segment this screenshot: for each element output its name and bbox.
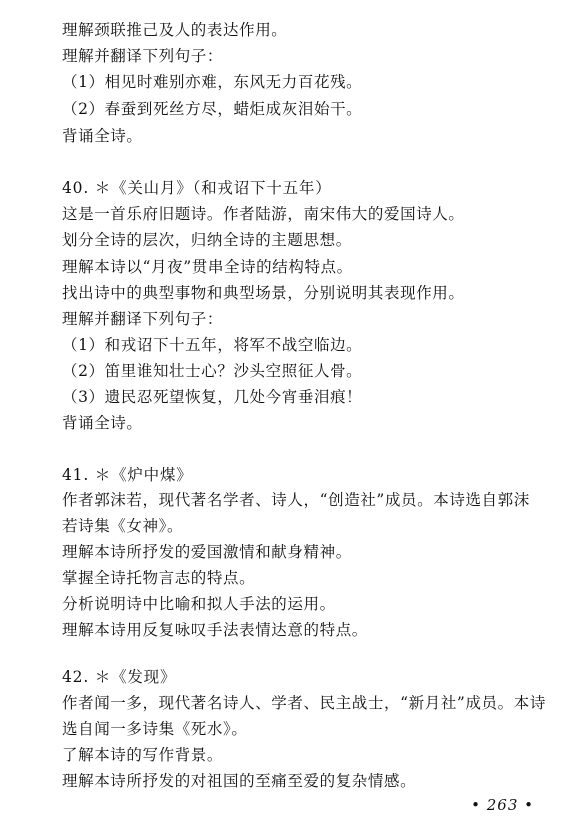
- text-line: 理解颈联推己及人的表达作用。: [62, 21, 288, 39]
- section-heading: 41. ＊《炉中煤》: [62, 466, 193, 484]
- section-heading: 42. ＊《发现》: [62, 668, 177, 686]
- text-line: 选自闻一多诗集《死水》。: [62, 720, 248, 738]
- text-line: 掌握全诗托物言志的特点。: [62, 569, 256, 587]
- text-line: （2）笛里谁知壮士心？沙头空照征人骨。: [62, 362, 363, 380]
- text-line: 找出诗中的典型事物和典型场景，分别说明其表现作用。: [62, 284, 465, 302]
- text-line: （1）相见时难别亦难，东风无力百花残。: [62, 73, 363, 91]
- section-heading: 40. ＊《关山月》（和戎诏下十五年）: [62, 179, 332, 197]
- text-line: 背诵全诗。: [62, 127, 143, 145]
- page-number: • 263 •: [471, 796, 534, 814]
- text-line: 理解本诗以“月夜”贯串全诗的结构特点。: [62, 258, 353, 276]
- text-line: （1）和戎诏下十五年，将军不战空临边。: [62, 336, 363, 354]
- text-line: 理解本诗所抒发的对祖国的至痛至爱的复杂情感。: [62, 772, 417, 790]
- text-line: 作者闻一多，现代著名诗人、学者、民主战士，“新月社”成员。本诗: [62, 694, 546, 712]
- text-line: （2）春蚕到死丝方尽，蜡炬成灰泪始干。: [62, 100, 363, 118]
- text-line: 理解本诗所抒发的爱国激情和献身精神。: [62, 543, 352, 561]
- text-line: 理解并翻译下列句子：: [62, 310, 224, 328]
- text-line: 理解并翻译下列句子：: [62, 47, 224, 65]
- text-line: 若诗集《女神》。: [62, 517, 184, 535]
- text-line: 了解本诗的写作背景。: [62, 746, 224, 764]
- text-line: 这是一首乐府旧题诗。作者陆游，南宋伟大的爱国诗人。: [62, 205, 465, 223]
- text-line: 作者郭沫若，现代著名学者、诗人，“创造社”成员。本诗选自郭沫: [62, 491, 530, 509]
- text-line: 分析说明诗中比喻和拟人手法的运用。: [62, 595, 336, 613]
- text-line: 划分全诗的层次，归纳全诗的主题思想。: [62, 231, 352, 249]
- text-line: （3）遗民忍死望恢复，几处今宵垂泪痕！: [62, 388, 363, 406]
- text-line: 背诵全诗。: [62, 414, 143, 432]
- text-line: 理解本诗用反复咏叹手法表情达意的特点。: [62, 621, 368, 639]
